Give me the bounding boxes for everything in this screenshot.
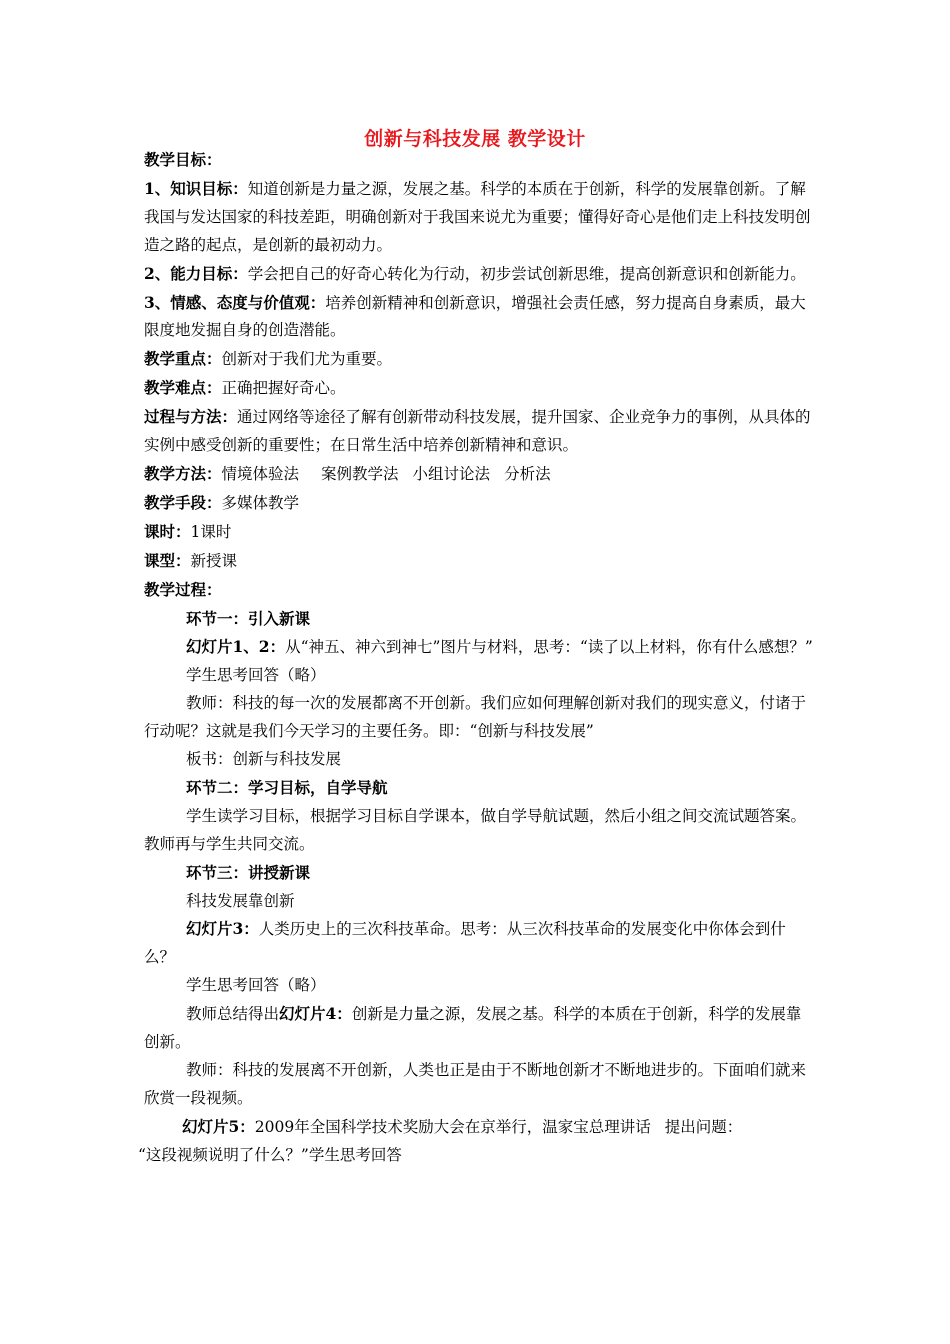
class-hours: 课时：1课时 xyxy=(144,521,232,541)
goal-knowledge: 1、知识目标：知道创新是力量之源，发展之基。科学的本质在于创新，科学的发展靠创新。了解我国与发达国家的科技差距，明确创新对于我国来说尤为重要；懂得好奇心是他们走上科技发明创造之路的起点，是创新的最初动力。 xyxy=(144,178,811,254)
process-heading: 教学过程： xyxy=(144,579,222,599)
slide-5-question: “这段视频说明了什么？”学生思考回答 xyxy=(138,1145,402,1164)
slide-3: 幻灯片3：人类历史上的三次科技革命。思考：从三次科技革命的发展变化中你体会到什么？ xyxy=(144,919,786,967)
difficult-point: 教学难点：正确把握好奇心。 xyxy=(144,378,346,398)
class-type: 课型：新授课 xyxy=(144,550,238,570)
goals-heading: 教学目标： xyxy=(144,150,222,169)
teacher-remark-2: 教师：科技的发展离不开创新，人类也正是由于不断地创新才不断地进步的。下面咱们就来欣赏一段视频。 xyxy=(144,1061,807,1107)
step-three: 环节三：讲授新课 xyxy=(186,862,311,882)
step-two: 环节二：学习目标，自学导航 xyxy=(186,777,388,797)
student-answer-2: 学生思考回答（略） xyxy=(186,976,326,995)
teaching-methods: 教学方法：情境体验法 案例教学法 小组讨论法 分析法 xyxy=(144,463,551,483)
step-two-text: 学生读学习目标，根据学习目标自学课本，做自学导航试题，然后小组之间交流试题答案。教师再与学生共同交流。 xyxy=(144,806,807,853)
goal-ability: 2、能力目标：学会把自己的好奇心转化为行动，初步尝试创新思维，提高创新意识和创新能力。 xyxy=(144,263,806,283)
board-writing: 板书：创新与科技发展 xyxy=(186,750,342,769)
goal-emotion: 3、情感、态度与价值观：培养创新精神和创新意识，增强社会责任感，努力提高自身素质，最大限度地发掘自身的创造潜能。 xyxy=(144,292,806,340)
page-title: 创新与科技发展 教学设计 xyxy=(364,128,586,150)
slide-1-2: 幻灯片1、2：从“神五、神六到神七”图片与材料，思考：“读了以上材料，你有什么感想？” xyxy=(186,637,813,657)
key-point: 教学重点：创新对于我们尤为重要。 xyxy=(144,349,393,369)
teacher-summary: 教师总结得出幻灯片4：创新是力量之源，发展之基。科学的本质在于创新，科学的发展靠创新。 xyxy=(144,1004,802,1052)
document-body xyxy=(138,146,816,1170)
student-answer-1: 学生思考回答（略） xyxy=(186,666,326,685)
slide-5: 幻灯片5：2009年全国科学技术奖励大会在京举行，温家宝总理讲话 提出问题： xyxy=(182,1116,743,1136)
step-one: 环节一：引入新课 xyxy=(186,608,311,628)
subtopic: 科技发展靠创新 xyxy=(186,891,295,910)
process-method: 过程与方法：通过网络等途径了解有创新带动科技发展，提升国家、企业竞争力的事例，从具体的实例中感受创新的重要性；在日常生活中培养创新精神和意识。 xyxy=(144,407,811,455)
teaching-means: 教学手段：多媒体教学 xyxy=(144,492,300,512)
teacher-remark-1: 教师：科技的每一次的发展都离不开创新。我们应如何理解创新对我们的现实意义，付诸于行动呢？这就是我们今天学习的主要任务。即：“创新与科技发展” xyxy=(144,694,807,741)
